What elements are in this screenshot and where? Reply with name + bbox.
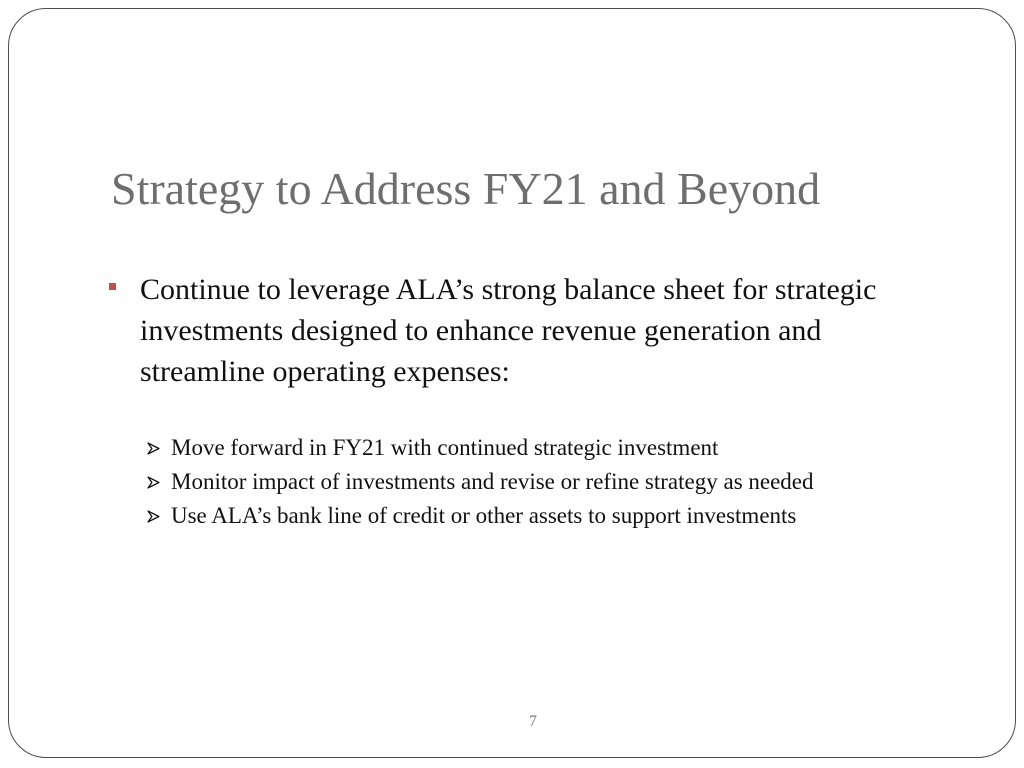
sub-bullet-item [145,499,915,533]
main-bullet-text: Continue to leverage ALA’s strong balance sheet for strategic investments designed to enhance revenue generation and streamline operating expenses: [140,273,877,388]
sub-bullet-text: Monitor impact of investments and revise or refine strategy as needed [171,469,814,494]
square-bullet-icon [109,283,116,290]
slide-title: Strategy to Address FY21 and Beyond [111,163,821,214]
main-bullet-item [109,269,889,392]
sub-bullet-text: Use ALA’s bank line of credit or other assets to support investments [171,503,797,528]
page-number: 7 [529,713,537,730]
sub-bullet-list [145,431,915,533]
sub-bullet-item [145,431,915,465]
arrowhead-bullet-icon [147,476,160,489]
sub-bullet-item [145,465,915,499]
arrowhead-bullet-icon [147,510,160,523]
arrowhead-bullet-icon [147,442,160,455]
main-bullet-list [109,269,889,392]
slide-frame [8,8,1016,758]
sub-bullet-text: Move forward in FY21 with continued strategic investment [171,435,719,460]
